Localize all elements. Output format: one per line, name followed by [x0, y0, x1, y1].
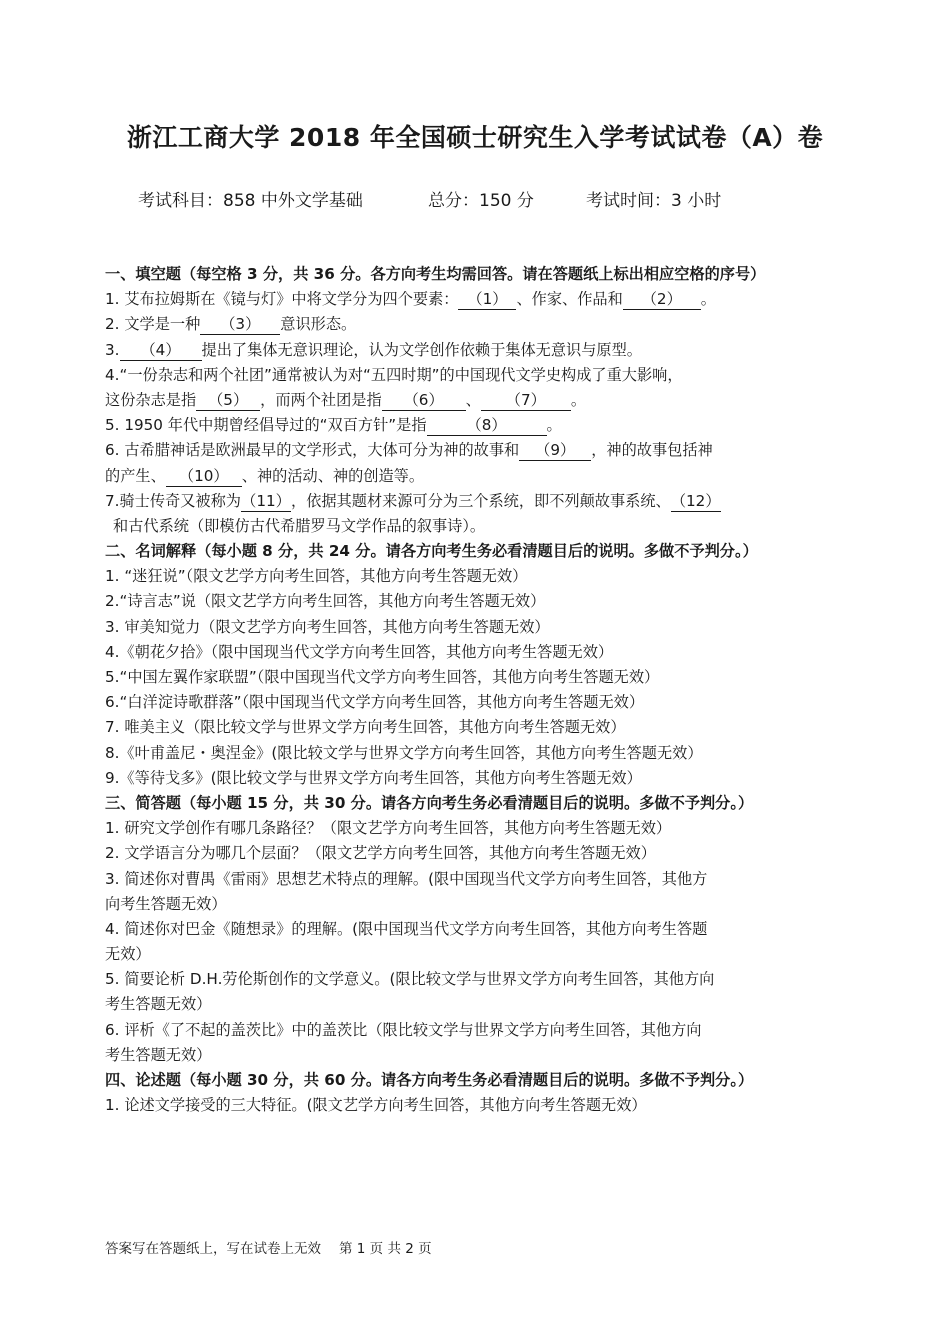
exam-subject: 考试科目：858 中外文学基础 [138, 191, 363, 211]
list-item: 3. 审美知觉力（限文艺学方向考生回答，其他方向考生答题无效） [105, 617, 550, 636]
list-item-cont: 考生答题无效） [105, 995, 212, 1014]
question-1-2: 2. 文学是一种 （3） 意识形态。 [105, 315, 357, 334]
exam-meta [138, 186, 721, 211]
exam-duration: 考试时间：3 小时 [586, 191, 722, 211]
list-item-cont: 无效） [105, 945, 151, 964]
blank-11: （11） [241, 491, 291, 510]
section-2-heading: 二、名词解释（每小题 8 分，共 24 分。请各方向考生务必看清题目后的说明。多做不予判分。） [105, 542, 758, 561]
exam-body [105, 262, 775, 1118]
exam-title: 浙江工商大学 2018 年全国硕士研究生入学考试试卷（A）卷 [126, 123, 824, 152]
exam-total-score: 总分：150 分 [428, 191, 534, 211]
list-item: 4.《朝花夕拾》（限中国现当代文学方向考生回答，其他方向考生答题无效） [105, 642, 614, 661]
page-number: 第 1 页 共 2 页 [339, 1241, 432, 1257]
list-item: 5.“中国左翼作家联盟”（限中国现当代文学方向考生回答，其他方向考生答题无效） [105, 668, 660, 687]
list-item: 4. 简述你对巴金《随想录》的理解。(限中国现当代文学方向考生回答，其他方向考生答题 [105, 919, 708, 938]
list-item-cont: 向考生答题无效） [105, 894, 227, 913]
list-item: 7. 唯美主义（限比较文学与世界文学方向考生回答，其他方向考生答题无效） [105, 718, 626, 737]
blank-10: （10） [166, 466, 242, 487]
section-3-list [105, 816, 775, 1068]
list-item: 9.《等待戈多》(限比较文学与世界文学方向考生回答，其他方向考生答题无效） [105, 768, 642, 787]
list-item: 5. 简要论析 D.H.劳伦斯创作的文学意义。(限比较文学与世界文学方向考生回答，其他方向 [105, 970, 715, 989]
blank-3: （3） [200, 314, 280, 335]
list-item: 8.《叶甫盖尼・奥涅金》(限比较文学与世界文学方向考生回答，其他方向考生答题无效） [105, 743, 703, 762]
section-1-heading: 一、填空题（每空格 3 分，共 36 分。各方向考生均需回答。请在答题纸上标出相应空格的序号） [105, 265, 766, 283]
list-item: 2.“诗言志”说（限文艺学方向考生回答，其他方向考生答题无效） [105, 592, 546, 611]
blank-2: （2） [623, 289, 701, 310]
question-1-4-cont: 这份杂志是指 （5） ，而两个社团是指 （6） 、 （7） 。 [105, 390, 586, 409]
question-1-3: 3. （4） 提出了集体无意识理论，认为文学创作依赖于集体无意识与原型。 [105, 340, 642, 359]
blank-1: （1） [458, 289, 516, 310]
blank-4: （4） [120, 340, 202, 361]
question-1-5: 5. 1950 年代中期曾经倡导过的“双百方针”是指 （8） 。 [105, 416, 562, 435]
section-4-heading: 四、论述题（每小题 30 分，共 60 分。请各方向考生务必看清题目后的说明。多做不予判分。） [105, 1071, 754, 1090]
question-1-1: 1. 艾布拉姆斯在《镜与灯》中将文学分为四个要素： （1） 、作家、作品和 （2） 。 [105, 290, 716, 309]
question-1-4: 4.“一份杂志和两个社团”通常被认为对“五四时期”的中国现代文学史构成了重大影响， [105, 365, 683, 384]
list-item: 1. “迷狂说”（限文艺学方向考生回答，其他方向考生答题无效） [105, 567, 528, 586]
list-item: 3. 简述你对曹禺《雷雨》思想艺术特点的理解。(限中国现当代文学方向考生回答，其他方 [105, 869, 708, 888]
list-item: 2. 文学语言分为哪几个层面？（限文艺学方向考生回答，其他方向考生答题无效） [105, 844, 656, 863]
blank-7: （7） [481, 390, 571, 411]
question-1-6-cont: 的产生、 （10） 、神的活动、神的创造等。 [105, 466, 424, 485]
blank-5: （5） [196, 390, 260, 411]
blank-12: （12） [670, 491, 721, 510]
section-4-list [105, 1093, 775, 1118]
blank-9: （9） [519, 440, 591, 461]
question-1-7: 7.骑士传奇又被称为（11），依据其题材来源可分为三个系统，即不列颠故事系统、（12） [105, 491, 721, 510]
list-item: 1. 论述文学接受的三大特征。(限文艺学方向考生回答，其他方向考生答题无效） [105, 1096, 647, 1115]
page-footer [105, 1237, 432, 1257]
blank-8: （8） [427, 415, 547, 436]
list-item-cont: 考生答题无效） [105, 1045, 212, 1064]
list-item: 6.“白洋淀诗歌群落”（限中国现当代文学方向考生回答，其他方向考生答题无效） [105, 693, 645, 712]
list-item: 6. 评析《了不起的盖茨比》中的盖茨比（限比较文学与世界文学方向考生回答，其他方向 [105, 1020, 702, 1039]
list-item: 1. 研究文学创作有哪几条路径？（限文艺学方向考生回答，其他方向考生答题无效） [105, 819, 672, 838]
section-3-heading: 三、简答题（每小题 15 分，共 30 分。请各方向考生务必看清题目后的说明。多做不予判分。） [105, 793, 754, 812]
question-1-7-cont: 和古代系统（即模仿古代希腊罗马文学作品的叙事诗）。 [113, 516, 486, 535]
section-2-list [105, 564, 775, 791]
footer-note: 答案写在答题纸上，写在试卷上无效 [105, 1241, 321, 1257]
question-1-6: 6. 古希腊神话是欧洲最早的文学形式，大体可分为神的故事和 （9） ，神的故事包括神 [105, 441, 713, 460]
blank-6: （6） [382, 390, 466, 411]
